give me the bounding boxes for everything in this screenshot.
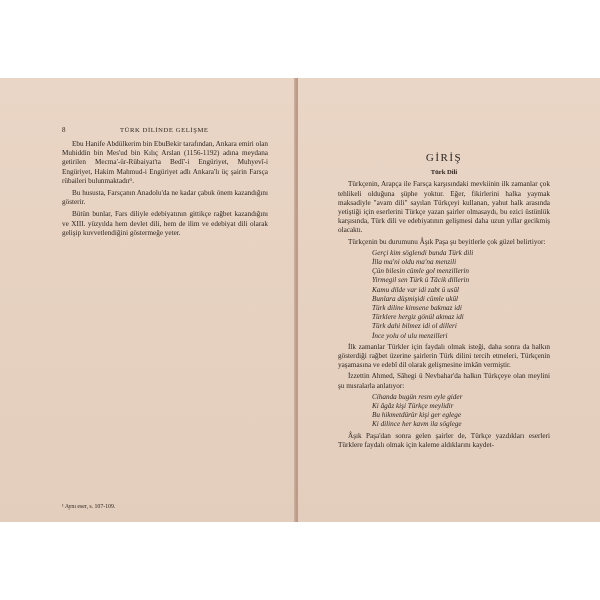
- paragraph: Türkçenin bu durumunu Âşık Paşa şu beyitlerle çok güzel belirtiyor:: [348, 237, 546, 246]
- right-page: [298, 78, 600, 522]
- footnote: ¹ Aynı eser, s. 107-109.: [62, 504, 116, 510]
- verse-line: Kamu dilde var idi zabt ü usûl: [372, 285, 460, 294]
- paragraph: Âşık Paşa'dan sonra gelen şairler de, Türkçe yazdıkları eserleri Türklere faydalı olmak için kaleme aldıklarını kaydet-: [338, 431, 550, 449]
- paragraph: Bütün bunlar, Fars diliyle edebiyatının gittikçe rağbet kazandığını ve XIII. yüzyılda hem devlet dili, hem de ilim ve edebiyat dili olarak gelişip kuvvetlendiğini göstermeğe yeter.: [62, 210, 268, 237]
- verse-line: Türklere hergiz gönül akmaz idi: [372, 313, 464, 322]
- paragraph: İlk zamanlar Türkler için faydalı olmak isteği, daha sonra da halkın gösterdiği rağbet üzerine şairlerin Türk dilini tercih etmeleri, Türkçenin yaşamasına ve edebî dil olarak gelişmesine imkân vermiştir.: [338, 342, 550, 370]
- verse-line: Çün bilesin cümle gol menzillerin: [372, 267, 470, 276]
- verse-line: Türk dahi bilmez idi ol dilleri: [372, 322, 457, 331]
- left-text-column: [62, 140, 268, 241]
- verse-line: Gerçi kim söglendi bunda Türk dili: [372, 248, 474, 257]
- verse-line: İnce yolu ol ulu menzilleri: [372, 331, 448, 340]
- verse-line: Yirmegil sen Türk ü Tâcik dillerin: [372, 276, 470, 285]
- chapter-heading: GİRİŞ: [425, 152, 463, 164]
- verse-block: [372, 249, 550, 341]
- verse-line: Türk diline kimsene bakmaz idi: [372, 304, 462, 313]
- open-book: [0, 78, 600, 522]
- verse-line: Ki dilince her kavm ila söglege: [372, 420, 462, 429]
- running-head: TÜRK DİLİNDE GELİŞME: [120, 127, 209, 134]
- verse-line: İlla ma'ni oldu ma'na menzili: [372, 258, 457, 267]
- verse-line: Bu hikmetdürür kişi ger eglege: [372, 411, 462, 420]
- paragraph: Türkçenin, Arapça ile Farsça karşısındaki mevkiinin ilk zamanlar çok tehlikeli olduğuna şüphe yoktur. Eğer, fikirlerini halka yaymak maksadiyle "avam dili" sayılan Türkçeyi kullanan, yahut halk arasında yetiştiği için eserlerini Türkçe yazan şairler olmasaydı, bu ezici üstünlük karşısında, Türk dili ve edebiyatının gelişmesi daha uzun yıllar gecikmiş olacaktı.: [338, 180, 550, 235]
- paragraph: Ebu Hanife Abdülkerim bin EbuBekir tarafından, Ankara emiri olan Muhiddin bin Mes'ud bin Kılıç Arslan (1156-1192) adına meydana getirilen Mecma'-ür-Rübaiyat'ta Bedî'-i Engüriyet, Muhyevî-i Engüriyet, Hakim Mahmud-i Engüriyet adlı Ankara'lı üç şairin Farsça rübaileri bulunmaktadır¹.: [62, 140, 268, 185]
- verse-line: Bunlara düşmişidi cümle ukûl: [372, 294, 459, 303]
- page-number: 8: [62, 126, 66, 134]
- right-text-column: [338, 154, 550, 452]
- section-subheading: Türk Dili: [430, 169, 458, 177]
- left-page: [0, 78, 296, 522]
- paragraph: İzzettin Ahmed, Sâhegi ü Nevbahar'da halkın Türkçeye olan meylini şu mısralarla anlatıyor:: [338, 372, 550, 390]
- paragraph: Bu hususta, Farsçanın Anadolu'da ne kadar çabuk önem kazandığını gösterir.: [62, 189, 268, 207]
- verse-line: Cihanda bugün resm eyle gider: [372, 392, 463, 401]
- verse-line: Ki âgâz kişi Türkçe meylidir: [372, 402, 454, 411]
- verse-block: [372, 393, 550, 430]
